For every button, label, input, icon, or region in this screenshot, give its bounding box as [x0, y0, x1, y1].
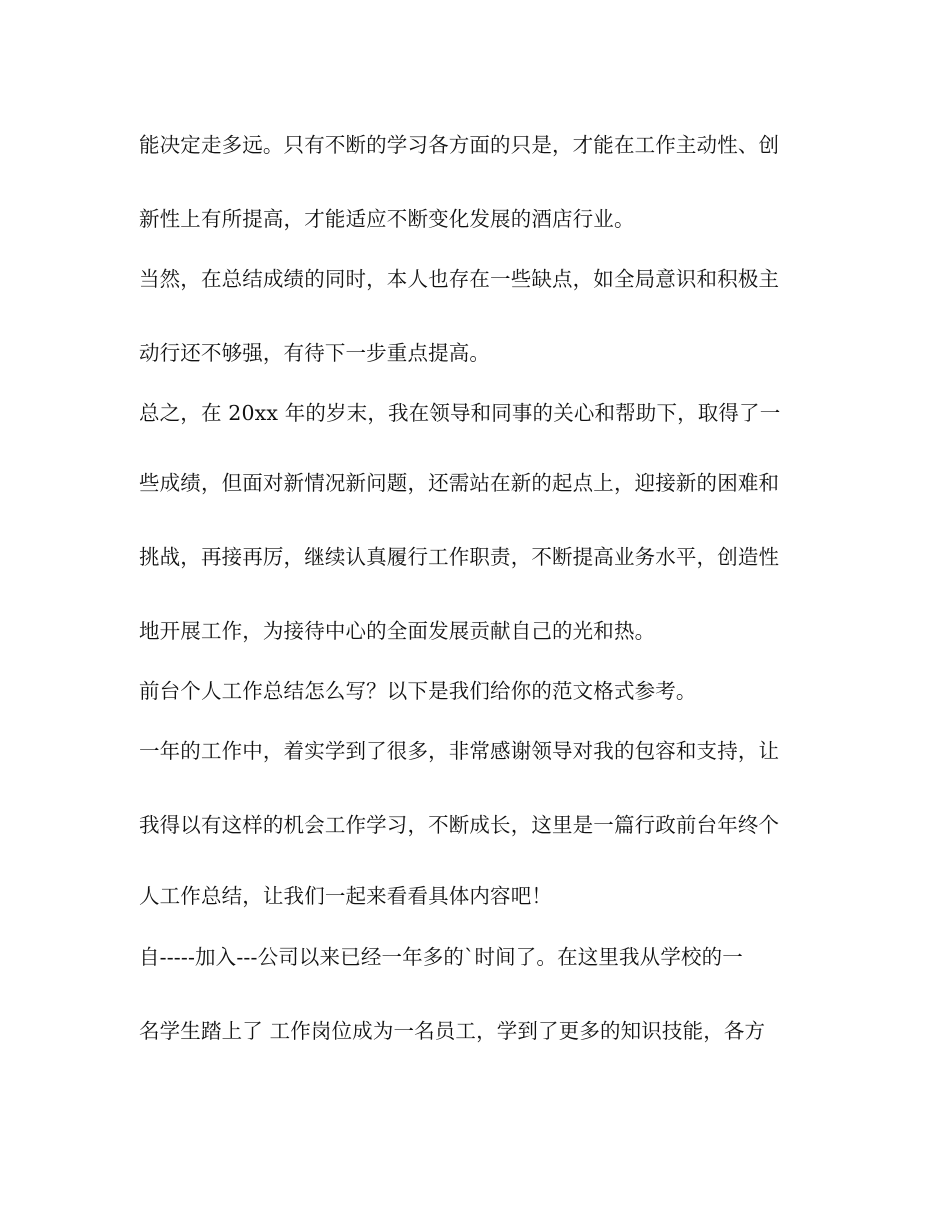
text-line: 总之，在 20xx 年的岁末，我在领导和同事的关心和帮助下，取得了一 [139, 401, 781, 425]
text-line: 自-----加入---公司以来已经一年多的`时间了。在这里我从学校的一 [139, 945, 743, 969]
text-line: 人工作总结，让我们一起来看看具体内容吧！ [139, 884, 552, 908]
text-line: 动行还不够强，有待下一步重点提高。 [139, 341, 491, 365]
text-line: 些成绩，但面对新情况新问题，还需站在新的起点上，迎接新的困难和 [139, 471, 780, 495]
text-line: 我得以有这样的机会工作学习，不断成长，这里是一篇行政前台年终个 [139, 813, 780, 837]
text-line: 地开展工作，为接待中心的全面发展贡献自己的光和热。 [139, 619, 656, 643]
text-line: 新性上有所提高，才能适应不断变化发展的酒店行业。 [139, 207, 635, 231]
text-line: 当然，在总结成绩的同时，本人也存在一些缺点，如全局意识和积极主 [139, 267, 780, 291]
text-line: 前台个人工作总结怎么写？以下是我们给你的范文格式参考。 [139, 679, 697, 703]
text-line: 名学生踏上了 工作岗位成为一名员工，学到了更多的知识技能，各方 [139, 1019, 766, 1043]
text-line: 一年的工作中，着实学到了很多，非常感谢领导对我的包容和支持，让 [139, 739, 780, 763]
text-line: 能决定走多远。只有不断的学习各方面的只是，才能在工作主动性、创 [139, 133, 780, 157]
text-line: 挑战，再接再厉，继续认真履行工作职责，不断提高业务水平，创造性 [139, 545, 780, 569]
